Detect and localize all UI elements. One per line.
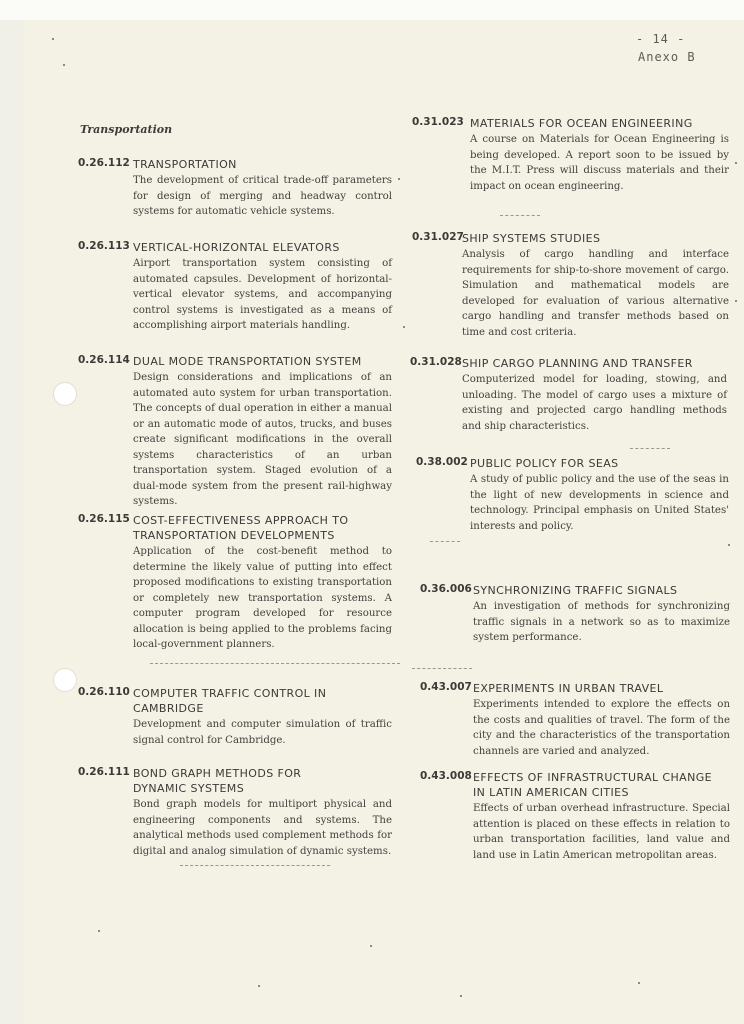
project-entry [420,770,730,863]
project-code: 0.26.111 [78,766,130,778]
project-code: 0.36.006 [420,583,472,595]
project-entry [78,686,392,748]
annex-label: Anexo B [638,50,696,64]
project-entry [78,157,392,220]
project-description: Bond graph models for multiport physical and engineering components and systems. The analytical methods used complement methods for digital and analog simulation of dynamic systems. [133,799,392,857]
project-description: Application of the cost-benefit method to determine the likely value of putting into effect proposed modifications to existing transportation or completely new transportation systems. A computer program developed for resource allocation is being applied to the problems facing local-government planners. [133,546,392,650]
project-description: Experiments intended to explore the effects on the costs and qualities of travel. The form of the city and the characteristics of the transportation channels are varied and analyzed. [473,699,730,757]
project-entry [78,354,392,510]
paper-speck [370,945,372,947]
paper-speck [728,544,730,546]
project-title: EFFECTS OF INFRASTRUCTURAL CHANGE IN LATIN AMERICAN CITIES [473,771,713,799]
project-title: SHIP CARGO PLANNING AND TRANSFER [462,357,693,370]
dotted-separator [412,668,472,669]
dotted-separator [500,215,540,216]
dotted-separator [180,865,330,866]
page-top-margin [0,0,744,20]
project-description: Design considerations and implications of an automated auto system for urban transportation. The concepts of dual operation in either a manual or an automatic mode of autos, trucks, and buses create significant modifications in the overall systems characteristics of an urban transportation system. Staged evolution of a dual-mode system from the present rail-highway systems. [133,372,392,507]
project-entry [412,231,729,340]
page-left-margin [0,20,24,1024]
project-description: The development of critical trade-off parameters for design of merging and headway control systems for automatic vehicle systems. [133,175,392,217]
project-code: 0.26.113 [78,240,130,252]
project-code: 0.31.027 [412,231,464,243]
project-code: 0.43.007 [420,681,472,693]
project-title: PUBLIC POLICY FOR SEAS [470,457,619,470]
project-description: A study of public policy and the use of the seas in the light of new developments in science and technology. Principal emphasis on United States' interests and policy. [470,474,729,532]
project-entry [78,766,392,859]
project-code: 0.26.112 [78,157,130,169]
project-entry [420,681,730,759]
punch-hole [53,668,77,692]
project-code: 0.43.008 [420,770,472,782]
paper-speck [735,300,737,302]
project-entry [412,116,729,194]
paper-speck [98,930,100,932]
dotted-separator [150,663,400,664]
project-code: 0.38.002 [416,456,468,468]
project-entry [410,356,727,434]
project-code: 0.26.114 [78,354,130,366]
project-entry [78,240,392,334]
project-description: An investigation of methods for synchronizing traffic signals in a network so as to maximize system performance. [473,601,730,643]
paper-speck [52,38,54,40]
section-heading: Transportation [80,123,173,136]
project-description: Airport transportation system consisting of automated capsules. Development of horizontal-vertical elevator systems, and accompanying control systems is investigated as a means of accomplishing airport materials handling. [133,258,392,331]
paper-speck [638,982,640,984]
project-description: Effects of urban overhead infrastructure. Special attention is placed on these effects in relation to urban transportation facilities, land value and land use in Latin American metropolitan areas. [473,803,730,861]
project-title: MATERIALS FOR OCEAN ENGINEERING [470,117,693,130]
paper-speck [735,162,737,164]
paper-speck [403,326,405,328]
project-title: COST-EFFECTIVENESS APPROACH TO TRANSPORTATION DEVELOPMENTS [133,514,349,542]
project-title: VERTICAL-HORIZONTAL ELEVATORS [133,241,340,254]
dotted-separator [630,448,670,449]
project-description: Analysis of cargo handling and interface requirements for ship-to-shore movement of cargo. Simulation and mathematical models are developed for evaluation of various alternative cargo handling and transfer methods based on time and cost criteria. [462,249,729,338]
project-code: 0.26.110 [78,686,130,698]
paper-speck [398,178,400,180]
project-code: 0.31.028 [410,356,462,368]
project-code: 0.31.023 [412,116,464,128]
project-title: SHIP SYSTEMS STUDIES [462,232,601,245]
project-entry [420,583,730,646]
page-number: - 14 - [636,32,686,46]
project-description: Computerized model for loading, stowing, and unloading. The model of cargo uses a mixture of existing and projected cargo handling methods and ship characteristics. [462,374,727,432]
project-title: TRANSPORTATION [133,158,237,171]
project-title: COMPUTER TRAFFIC CONTROL IN CAMBRIDGE [133,687,327,715]
project-title: DUAL MODE TRANSPORTATION SYSTEM [133,355,362,368]
paper-speck [460,995,462,997]
project-entry [416,456,729,534]
project-entry [78,513,392,653]
project-description: Development and computer simulation of traffic signal control for Cambridge. [133,719,392,746]
paper-speck [63,64,65,66]
project-title: SYNCHRONIZING TRAFFIC SIGNALS [473,584,678,597]
project-title: BOND GRAPH METHODS FOR DYNAMIC SYSTEMS [133,767,302,795]
paper-speck [258,985,260,987]
project-description: A course on Materials for Ocean Engineering is being developed. A report soon to be issued by the M.I.T. Press will discuss materials and their impact on ocean engineering. [470,134,729,192]
dotted-separator [430,541,460,542]
project-code: 0.26.115 [78,513,130,525]
project-title: EXPERIMENTS IN URBAN TRAVEL [473,682,664,695]
punch-hole [53,382,77,406]
